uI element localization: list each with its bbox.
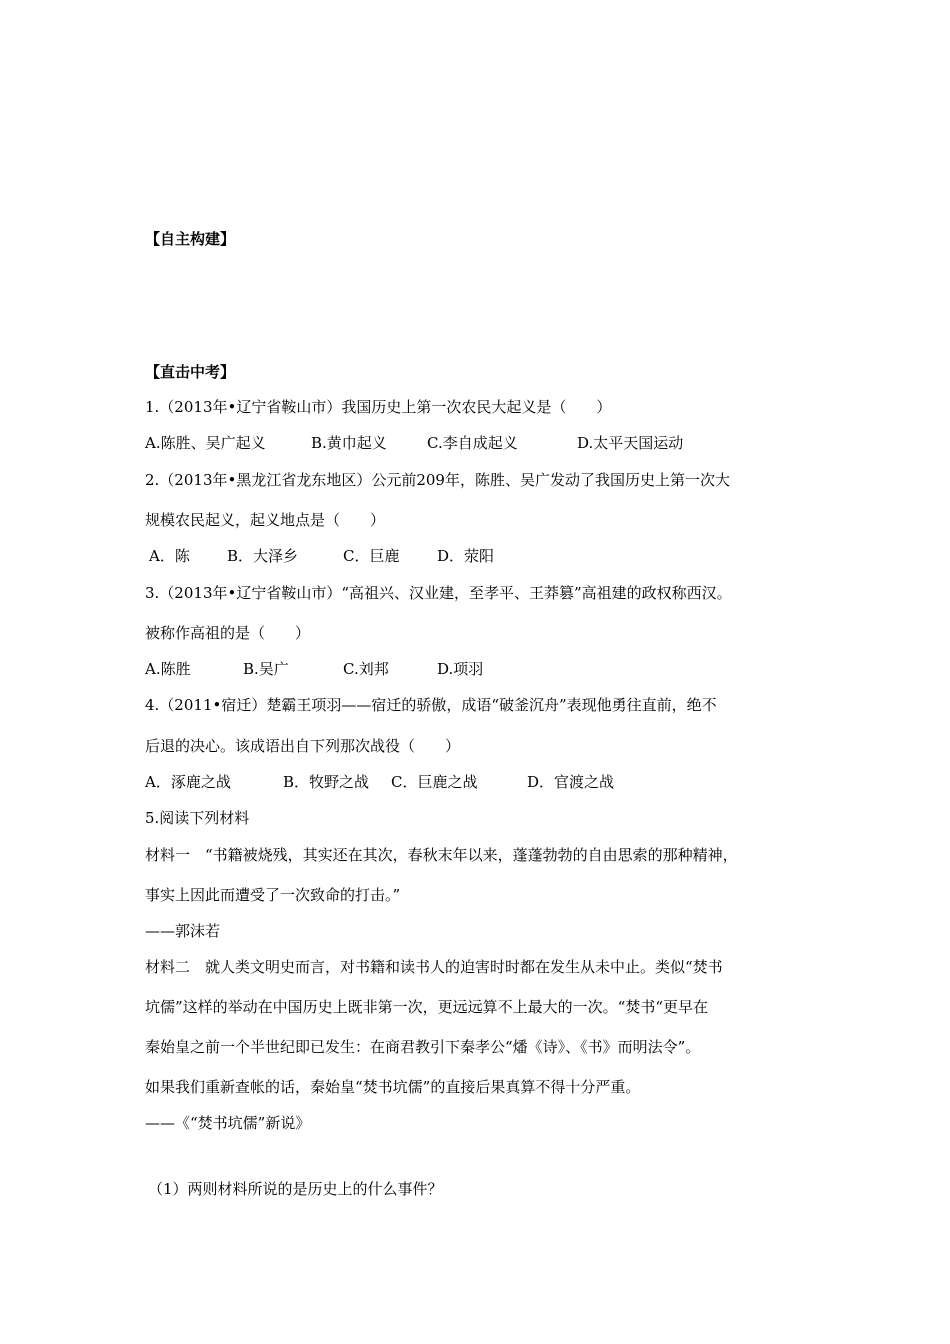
q1-option-a: A.陈胜、吴广起义 — [145, 434, 266, 452]
q3-option-c: C.刘邦 — [343, 660, 389, 678]
section-title-zhiji: 【直击中考】 — [145, 363, 236, 381]
material-2-source: ——《“焚书坑儒”新说》 — [145, 1114, 311, 1132]
q1-options — [145, 433, 683, 453]
q1-option-b: B.黄巾起义 — [311, 434, 387, 452]
q3-option-d: D.项羽 — [437, 660, 484, 678]
q3-options — [145, 659, 483, 679]
q4-option-c: C．巨鹿之战 — [391, 773, 478, 791]
q2-stem-line2: 规模农民起义，起义地点是（ ） — [145, 511, 386, 529]
q4-stem-line2: 后退的决心。该成语出自下列那次战役（ ） — [145, 737, 461, 755]
q2-option-b: B．大泽乡 — [227, 547, 299, 565]
q1-option-d: D.太平天国运动 — [577, 434, 684, 452]
section-title-zizhu: 【自主构建】 — [145, 230, 236, 248]
material-2-line4: 如果我们重新查帐的话，秦始皇“焚书坑儒”的直接后果真算不得十分严重。 — [145, 1078, 641, 1096]
q2-option-c: C．巨鹿 — [343, 547, 400, 565]
q4-option-b: B．牧野之战 — [283, 773, 370, 791]
q5-stem: 5.阅读下列材料 — [145, 809, 250, 827]
q4-options — [145, 772, 614, 792]
q3-option-a: A.陈胜 — [145, 660, 191, 678]
q2-stem-line1: 2.（2013年•黑龙江省龙东地区）公元前209年，陈胜、吴广发动了我国历史上第一次大 — [145, 471, 730, 489]
q3-option-b: B.吴广 — [243, 660, 289, 678]
q1-option-c: C.李自成起义 — [427, 434, 518, 452]
q3-stem-line2: 被称作高祖的是（ ） — [145, 624, 311, 642]
q2-option-d: D．荥阳 — [437, 547, 495, 565]
material-2-line1: 材料二 就人类文明史而言，对书籍和读书人的迫害时时都在发生从未中止。类似“焚书 — [145, 958, 723, 976]
q1-stem: 1.（2013年•辽宁省鞍山市）我国历史上第一次农民大起义是（ ） — [145, 398, 612, 416]
material-1-line1: 材料一 “书籍被烧残，其实还在其次，春秋末年以来，蓬蓬勃勃的自由思索的那种精神， — [145, 846, 738, 864]
q4-option-a: A．涿鹿之战 — [145, 773, 231, 791]
q2-option-a: A．陈 — [149, 547, 190, 565]
material-1-line2: 事实上因此而遭受了一次致命的打击。” — [145, 886, 401, 904]
q2-options — [149, 546, 494, 566]
q3-stem-line1: 3.（2013年•辽宁省鞍山市）“高祖兴、汉业建，至孝平、王莽篡”高祖建的政权称西汉。 — [145, 584, 732, 602]
q4-stem-line1: 4.（2011•宿迁）楚霸王项羽——宿迁的骄傲，成语“破釜沉舟”表现他勇往直前，绝不 — [145, 696, 717, 714]
material-2-line2: 坑儒”这样的举动在中国历史上既非第一次，更远远算不上最大的一次。“焚书“更早在 — [145, 998, 709, 1016]
material-1-source: ——郭沫若 — [145, 922, 221, 940]
q4-option-d: D．官渡之战 — [527, 773, 615, 791]
material-2-line3: 秦始皇之前一个半世纪即已发生：在商君教引下秦孝公“燔《诗》、《书》而明法令”。 — [145, 1038, 701, 1056]
q5-subquestion-1: （1）两则材料所说的是历史上的什么事件？ — [148, 1180, 443, 1198]
